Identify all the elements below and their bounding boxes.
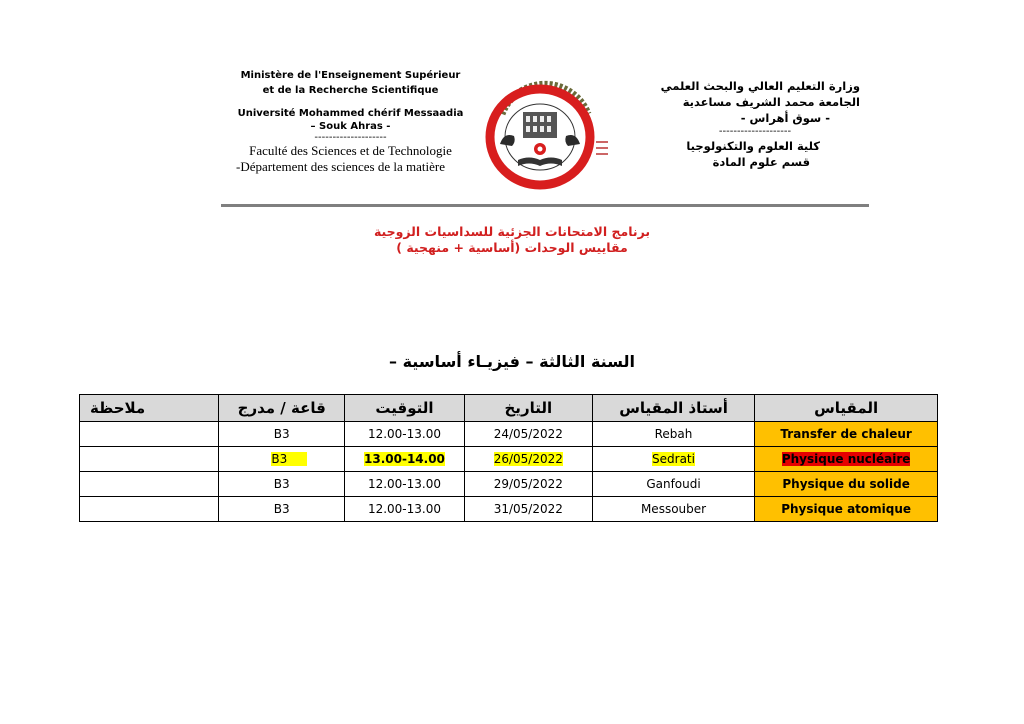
exam-schedule-table [79, 394, 938, 522]
header-divider [221, 204, 869, 207]
program-title [300, 224, 724, 256]
cell-time: 12.00-13.00 [345, 497, 465, 522]
cell-date-text: 26/05/2022 [493, 452, 563, 466]
faculty-name: Faculté des Sciences et de Technologie [249, 143, 452, 158]
cell-professor: Messouber [592, 497, 755, 522]
cell-time: 12.00-13.00 [345, 472, 465, 497]
cell-note [80, 447, 219, 472]
cell-time: 12.00-13.00 [345, 422, 465, 447]
cell-time-text: 13.00-14.00 [364, 452, 445, 466]
table-row [80, 422, 938, 447]
cell-note [80, 422, 219, 447]
cell-professor: Ganfoudi [592, 472, 755, 497]
university-ar: الجامعة محمد الشريف مساعدية [682, 95, 860, 109]
university-logo [480, 52, 615, 192]
cell-subject: Physique atomique [755, 497, 938, 522]
cell-subject [755, 447, 938, 472]
program-title-line2: مقاييس الوحدات (أساسية + منهجية ) [396, 240, 628, 255]
ministry-ar: وزارة التعليم العالي والبحث العلمي [660, 79, 860, 93]
separator-left: -------------------- [314, 132, 387, 143]
cell-room: B3 [219, 497, 345, 522]
header-left [228, 68, 473, 175]
university-line2: – Souk Ahras - [310, 121, 391, 132]
cell-date: 29/05/2022 [464, 472, 592, 497]
separator-right: -------------------- [718, 126, 792, 137]
cell-professor-text: Sedrati [652, 452, 695, 466]
table-row [80, 497, 938, 522]
table-row [80, 447, 938, 472]
header-subject: المقياس [755, 395, 938, 422]
table-header-row [80, 395, 938, 422]
department-ar: قسم علوم المادة [712, 155, 810, 169]
cell-date [464, 447, 592, 472]
cell-note [80, 497, 219, 522]
university-line1: Université Mohammed chérif Messaadia [237, 108, 464, 119]
header-note: ملاحظة [80, 395, 219, 422]
header-professor: أستاذ المقياس [592, 395, 755, 422]
cell-room: B3 [219, 472, 345, 497]
header-date: التاريخ [464, 395, 592, 422]
ministry-line1: Ministère de l'Enseignement Supérieur [240, 70, 461, 81]
faculty-ar: كلية العلوم والتكنولوجيا [686, 139, 820, 153]
cell-time [345, 447, 465, 472]
cell-room: B3 [219, 422, 345, 447]
year-title: السنة الثالثة – فيزيـاء أساسية – [389, 352, 635, 371]
ministry-line2: et de la Recherche Scientifique [262, 85, 439, 96]
program-title-line1: برنامج الامتحانات الجزئية للسداسيات الزوجية [373, 224, 651, 239]
cell-room-text: B3 [271, 452, 307, 466]
header-time: التوقيت [345, 395, 465, 422]
cell-subject: Transfer de chaleur [755, 422, 938, 447]
cell-professor [592, 447, 755, 472]
city-ar: - سوق أهراس - [740, 111, 830, 125]
cell-date: 31/05/2022 [464, 497, 592, 522]
cell-date: 24/05/2022 [464, 422, 592, 447]
cell-note [80, 472, 219, 497]
cell-professor: Rebah [592, 422, 755, 447]
header-room: قاعة / مدرج [219, 395, 345, 422]
cell-subject-text: Physique nucléaire [781, 452, 911, 466]
cell-room [219, 447, 345, 472]
cell-subject: Physique du solide [755, 472, 938, 497]
header-right [650, 78, 860, 170]
table-row [80, 472, 938, 497]
department-name: -Département des sciences de la matière [236, 159, 445, 174]
